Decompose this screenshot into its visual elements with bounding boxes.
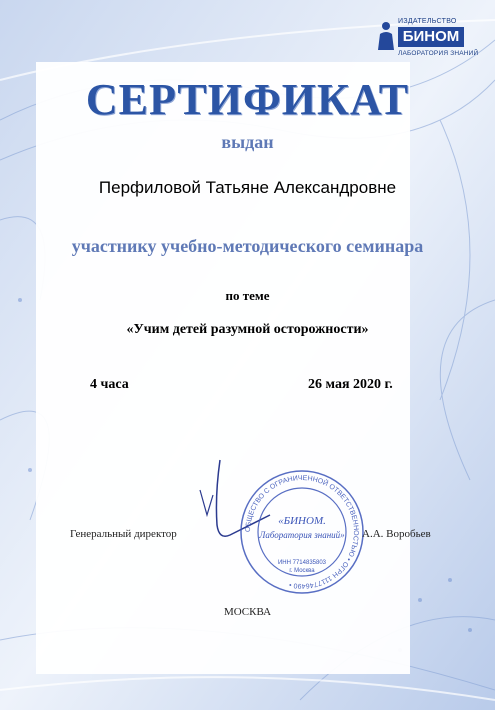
reader-figure-icon <box>372 20 398 50</box>
logo-publisher: ИЗДАТЕЛЬСТВО <box>398 18 457 25</box>
seminar-topic: «Учим детей разумной осторожности» <box>126 322 369 337</box>
issued-label: выдан <box>221 132 274 152</box>
theme-label: по теме <box>225 288 270 303</box>
stamp-center-line1: «БИНОМ. <box>278 515 326 527</box>
stamp-center-line2: Лаборатория знаний» <box>259 530 345 540</box>
logo-subtitle: ЛАБОРАТОРИЯ ЗНАНИЙ <box>398 50 479 57</box>
footer-city: МОСКВА <box>223 606 272 618</box>
company-stamp <box>238 468 366 596</box>
stamp-inn: ИНН 7714835803 <box>277 560 327 566</box>
issue-date: 26 мая 2020 г. <box>308 377 393 392</box>
stamp-city: г. Москва <box>289 568 315 574</box>
participant-role: участнику учебно-методического семинара <box>71 236 424 256</box>
director-name: А.А. Воробьев <box>362 528 431 540</box>
binom-logo <box>372 18 482 64</box>
stamp-outer-text: ОБЩЕСТВО С ОГРАНИЧЕННОЙ ОТВЕТСТВЕННОСТЬЮ • ОГРН 1117746490 • <box>244 474 360 590</box>
recipient-name: Перфиловой Татьяне Александровне <box>98 178 397 197</box>
director-title: Генеральный директор <box>70 528 177 540</box>
duration-hours: 4 часа <box>90 377 129 392</box>
certificate-title: СЕРТИФИКАТ <box>85 75 410 124</box>
logo-name: БИНОМ <box>398 27 464 47</box>
